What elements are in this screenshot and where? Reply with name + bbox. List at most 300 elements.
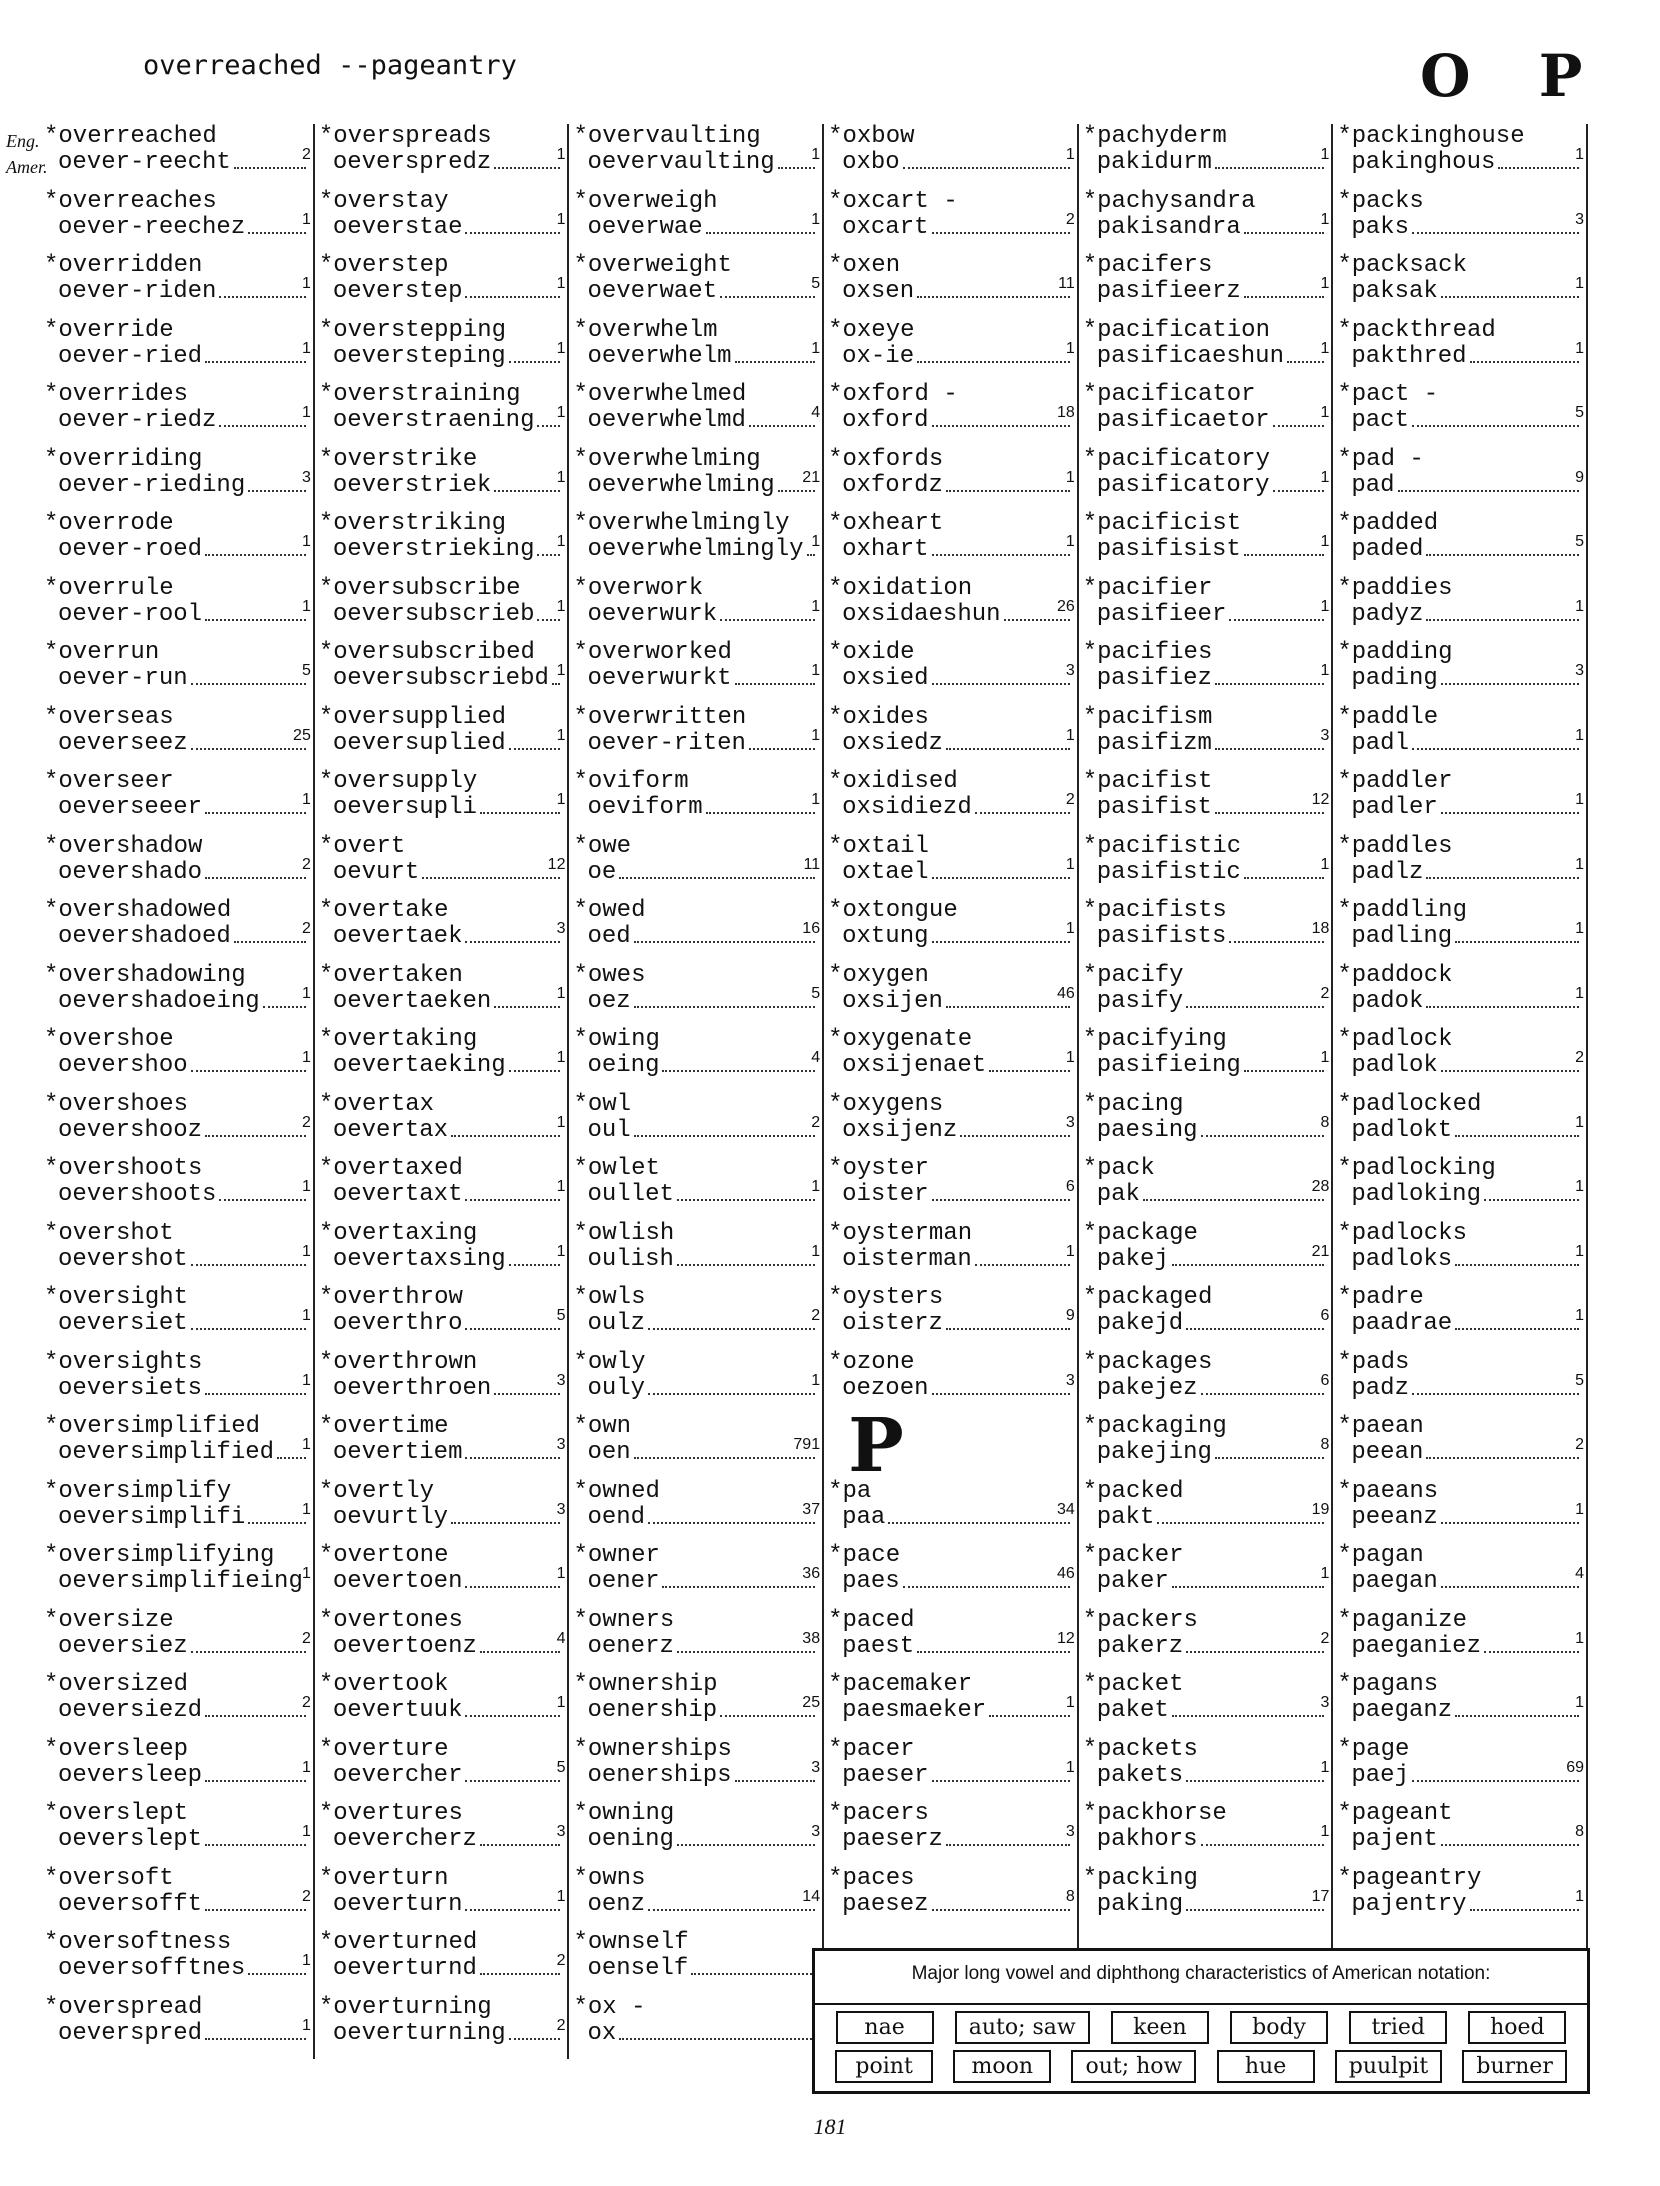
american-spelling: oevershooz [58, 1116, 203, 1144]
american-spelling: oevertaeken [332, 987, 492, 1015]
frequency-count: 34 [1056, 1500, 1075, 1518]
dictionary-entry [569, 511, 822, 576]
american-spelling: oevertuuk [332, 1697, 463, 1724]
dictionary-entry [1333, 1414, 1586, 1479]
american-spelling: oxsijenaet [842, 1052, 987, 1079]
leader-dots [932, 1182, 1070, 1201]
frequency-count: 3 [1575, 662, 1584, 679]
american-notation [573, 1118, 818, 1144]
english-word: *oxides [828, 704, 929, 731]
english-word: *oxtail [828, 833, 929, 860]
american-spelling: pajentry [1351, 1890, 1467, 1918]
dictionary-entry [1079, 963, 1332, 1028]
dictionary-entry [40, 189, 313, 254]
leader-dots [1186, 989, 1324, 1008]
american-spelling: padok [1351, 987, 1424, 1015]
american-notation [573, 150, 818, 176]
american-notation [1337, 602, 1582, 628]
leader-dots [191, 1311, 306, 1330]
american-notation [44, 1956, 309, 1982]
english-word: *pacifier [1082, 575, 1213, 602]
american-notation [828, 1569, 1073, 1595]
frequency-count: 69 [1566, 1758, 1584, 1776]
english-word: *padlocked [1337, 1091, 1482, 1118]
dictionary-entry [40, 898, 313, 963]
dictionary-entry [569, 1801, 822, 1866]
english-word: *overslept [44, 1801, 189, 1827]
dictionary-grid [40, 124, 1588, 2054]
leader-dots [1484, 1182, 1579, 1201]
dictionary-entry [569, 1866, 822, 1931]
dictionary-entry [40, 1608, 313, 1673]
frequency-count: 1 [811, 533, 821, 550]
frequency-count: 1 [556, 726, 566, 744]
dictionary-entry [569, 382, 822, 447]
american-notation [319, 1956, 564, 1982]
dictionary-entry [824, 1543, 1077, 1608]
american-notation [319, 1247, 564, 1273]
vowel-legend-title: Major long vowel and diphthong characteristics of American notation: [815, 1951, 1587, 2005]
american-spelling: oenerz [587, 1632, 674, 1660]
leader-dots [465, 1763, 560, 1782]
american-notation [828, 537, 1073, 563]
vowel-example: hue [1217, 2050, 1315, 2083]
dictionary-entry [315, 834, 568, 899]
american-notation [573, 1053, 818, 1079]
dictionary-entry [1333, 705, 1586, 770]
american-notation [44, 215, 309, 241]
section-letters: O P [1420, 42, 1607, 110]
american-notation [319, 1118, 564, 1144]
frequency-count: 1 [1575, 275, 1584, 292]
american-notation [44, 1505, 309, 1531]
american-notation [1337, 989, 1582, 1015]
dictionary-entry [1079, 834, 1332, 899]
english-word: *oxide [828, 640, 915, 666]
frequency-count: 4 [811, 404, 821, 421]
english-word: *overtax [318, 1091, 435, 1118]
frequency-count: 1 [301, 1758, 311, 1776]
american-spelling: pasificaeshun [1096, 342, 1284, 370]
english-word: *own [573, 1414, 632, 1440]
frequency-count: 1 [1320, 1758, 1330, 1776]
american-spelling: oevertaxsing [332, 1245, 506, 1273]
frequency-count: 1 [1575, 791, 1584, 808]
dictionary-entry [1079, 447, 1332, 512]
leader-dots [619, 2021, 815, 2040]
leader-dots [1244, 215, 1325, 234]
american-notation [1083, 924, 1328, 950]
english-word: *overtures [318, 1801, 463, 1827]
american-spelling: paeganz [1351, 1697, 1453, 1724]
leader-dots [248, 1956, 306, 1975]
english-word: *packer [1082, 1543, 1184, 1569]
english-word: *overstepping [318, 317, 507, 344]
leader-dots [677, 1827, 815, 1846]
american-spelling: oevervaulting [587, 149, 775, 176]
english-word: *packs [1337, 188, 1424, 215]
american-notation [1083, 1698, 1328, 1724]
frequency-count: 26 [1056, 597, 1075, 615]
dictionary-entry [40, 1092, 313, 1157]
leader-dots [677, 1634, 815, 1653]
dictionary-entry [1333, 576, 1586, 641]
english-word: *oviform [573, 769, 689, 795]
english-word: *owed [573, 898, 646, 924]
leader-dots [989, 1698, 1070, 1717]
american-spelling: pakets [1096, 1761, 1184, 1789]
english-word: *overweight [573, 253, 732, 279]
american-notation [1337, 150, 1582, 176]
frequency-count: 37 [802, 1500, 821, 1518]
dictionary-entry [569, 705, 822, 770]
eng-label: Eng. [6, 131, 40, 151]
american-notation [319, 2021, 564, 2047]
english-word: *owns [573, 1865, 646, 1892]
english-word: *package [1082, 1220, 1198, 1247]
leader-dots [975, 795, 1070, 814]
frequency-count: 2 [301, 146, 311, 163]
english-word: *packers [1082, 1607, 1198, 1634]
vowel-row-2 [815, 2044, 1587, 2083]
american-notation [573, 924, 818, 950]
american-notation [1083, 1376, 1328, 1402]
english-word: *overrode [44, 511, 174, 537]
english-word: *owlet [573, 1156, 660, 1182]
english-word: *oxheart [828, 511, 944, 537]
american-notation [573, 215, 818, 241]
dictionary-entry [1079, 1866, 1332, 1931]
frequency-count: 1 [1575, 146, 1584, 163]
dictionary-entry [569, 1221, 822, 1286]
dictionary-entry [1333, 382, 1586, 447]
american-spelling: pasifieerz [1096, 278, 1241, 305]
american-spelling: paesmaeker [842, 1697, 987, 1724]
american-spelling: oxsidiezd [842, 794, 972, 821]
english-word: *overtook [318, 1672, 449, 1698]
american-notation [44, 924, 309, 950]
vowel-example: point [835, 2050, 933, 2083]
dictionary-entry [1079, 1543, 1332, 1608]
frequency-count: 1 [1065, 1049, 1075, 1066]
frequency-count: 1 [556, 339, 566, 357]
leader-dots [422, 860, 560, 879]
frequency-count: 4 [1575, 1565, 1584, 1582]
dictionary-entry [824, 253, 1077, 318]
frequency-count: 2 [556, 2016, 566, 2034]
english-word: *ownself [573, 1930, 689, 1956]
english-word: *overriding [44, 446, 203, 473]
american-spelling: padling [1351, 923, 1453, 950]
american-notation [828, 666, 1073, 692]
american-spelling: oeverspredz [332, 149, 492, 176]
english-word: *oxfords [828, 446, 944, 473]
leader-dots [932, 924, 1070, 943]
leader-dots [634, 924, 815, 943]
dictionary-column [1333, 124, 1588, 2059]
english-word: *overtones [318, 1607, 463, 1634]
leader-dots [1215, 150, 1324, 169]
american-notation [1083, 602, 1328, 628]
american-notation [44, 731, 309, 757]
dictionary-entry [569, 898, 822, 963]
leader-dots [509, 344, 561, 363]
american-spelling: oevertaek [332, 923, 463, 950]
frequency-count: 1 [1575, 1694, 1584, 1711]
dictionary-entry [315, 963, 568, 1028]
dictionary-entry [1333, 1156, 1586, 1221]
american-notation [828, 344, 1073, 370]
american-notation [44, 279, 309, 305]
leader-dots [1441, 1505, 1579, 1524]
american-spelling: oeverseeer [58, 794, 203, 821]
dictionary-entry [1079, 1350, 1332, 1415]
frequency-count: 1 [556, 404, 566, 421]
american-spelling: pasifists [1096, 923, 1227, 950]
leader-dots [1215, 666, 1324, 685]
american-notation [1337, 1376, 1582, 1402]
leader-dots [1244, 279, 1325, 298]
frequency-count: 1 [1320, 339, 1330, 357]
dictionary-entry [315, 1995, 568, 2060]
dictionary-entry [569, 124, 822, 189]
leader-dots [191, 666, 306, 685]
frequency-count: 1 [811, 791, 821, 808]
american-spelling: oeverturn [332, 1890, 463, 1918]
american-notation [573, 279, 818, 305]
leader-dots [480, 1827, 561, 1846]
leader-dots [1470, 1892, 1579, 1911]
american-notation [828, 1892, 1073, 1918]
frequency-count: 5 [1575, 533, 1584, 550]
vowel-row-1 [815, 2005, 1587, 2044]
american-spelling: paesez [842, 1890, 929, 1918]
dictionary-entry [824, 1092, 1077, 1157]
dictionary-entry [824, 1156, 1077, 1221]
english-word: *oxcart - [828, 188, 958, 215]
dictionary-entry [315, 124, 568, 189]
dictionary-entry [40, 1350, 313, 1415]
frequency-count: 1 [301, 339, 311, 357]
leader-dots [1484, 1634, 1579, 1653]
frequency-count: 6 [1065, 1178, 1075, 1195]
english-word: *pace [828, 1543, 901, 1569]
leader-dots [1426, 860, 1579, 879]
american-spelling: oisterman [842, 1245, 972, 1273]
american-notation [44, 344, 309, 370]
vowel-example: keen [1111, 2011, 1209, 2044]
frequency-count: 11 [1058, 275, 1075, 292]
american-spelling: oisterz [842, 1310, 943, 1337]
american-spelling: oeversubscriebd [332, 665, 549, 692]
american-notation [319, 795, 564, 821]
frequency-count: 19 [1311, 1500, 1330, 1518]
american-spelling: padler [1351, 794, 1438, 821]
leader-dots [1201, 1118, 1325, 1137]
american-spelling: oeverseez [58, 729, 188, 757]
leader-dots [451, 1118, 560, 1137]
english-word: *paean [1337, 1414, 1424, 1440]
dictionary-entry [315, 1221, 568, 1286]
leader-dots [1172, 1698, 1325, 1717]
dictionary-entry [824, 1672, 1077, 1737]
american-notation [828, 731, 1073, 757]
american-notation [828, 924, 1073, 950]
english-word: *overstay [318, 188, 449, 215]
american-notation [573, 1376, 818, 1402]
leader-dots [480, 1956, 561, 1975]
american-notation [1337, 666, 1582, 692]
american-spelling: oeverslept [58, 1826, 203, 1853]
english-word: *pacificist [1082, 511, 1242, 537]
dictionary-entry [1333, 769, 1586, 834]
leader-dots [903, 1569, 1070, 1588]
dictionary-entry [569, 769, 822, 834]
dictionary-entry [1079, 1672, 1332, 1737]
american-spelling: oener [587, 1568, 660, 1595]
american-spelling: padlz [1351, 858, 1424, 886]
dictionary-entry [1079, 1092, 1332, 1157]
american-spelling: paa [842, 1503, 886, 1531]
frequency-count: 1 [1320, 597, 1330, 615]
leader-dots [932, 860, 1070, 879]
american-notation [1337, 1763, 1582, 1789]
american-spelling: paej [1351, 1761, 1409, 1789]
american-spelling: oevershadoeing [58, 987, 260, 1015]
frequency-count: 1 [1320, 1049, 1330, 1066]
american-spelling: oeversofftnes [58, 1955, 246, 1982]
frequency-count: 12 [1056, 1629, 1075, 1647]
american-spelling: oe [587, 858, 617, 886]
american-notation [828, 1634, 1073, 1660]
american-spelling: oxfordz [842, 471, 943, 499]
english-word: *overtone [318, 1543, 449, 1569]
dictionary-entry [824, 189, 1077, 254]
american-notation [1337, 537, 1582, 563]
leader-dots [1455, 1118, 1579, 1137]
dictionary-entry [1333, 1866, 1586, 1931]
english-word: *oxidation [828, 575, 973, 602]
dictionary-column [569, 124, 824, 2059]
dictionary-entry [315, 640, 568, 705]
frequency-count: 17 [1311, 1887, 1330, 1905]
american-notation [319, 1698, 564, 1724]
english-word: *overshadowing [44, 962, 246, 989]
dictionary-entry [315, 1930, 568, 1995]
american-notation [319, 473, 564, 499]
american-notation [44, 1698, 309, 1724]
american-spelling: oever-roed [58, 536, 203, 563]
frequency-count: 1 [556, 984, 566, 1002]
american-spelling: pakhors [1096, 1826, 1198, 1853]
dictionary-entry [1079, 576, 1332, 641]
american-notation [319, 666, 564, 692]
frequency-count: 3 [1065, 662, 1075, 679]
english-word: *overridden [44, 253, 203, 279]
leader-dots [509, 1053, 561, 1072]
english-word: *paganize [1337, 1607, 1467, 1634]
american-notation [828, 215, 1073, 241]
english-word: *overshoots [44, 1156, 203, 1182]
dictionary-entry [1079, 189, 1332, 254]
leader-dots [932, 1763, 1070, 1782]
dictionary-entry [569, 1608, 822, 1673]
leader-dots [465, 279, 560, 298]
american-notation [1083, 795, 1328, 821]
frequency-count: 1 [1065, 1242, 1075, 1260]
frequency-count: 2 [811, 1113, 821, 1131]
dictionary-entry [569, 1350, 822, 1415]
frequency-count: 1 [301, 984, 311, 1002]
american-spelling: oevertax [332, 1116, 449, 1144]
dictionary-entry [315, 1608, 568, 1673]
dictionary-entry [824, 124, 1077, 189]
english-word: *page [1337, 1736, 1410, 1763]
leader-dots [975, 1247, 1070, 1266]
dictionary-entry [569, 1092, 822, 1157]
dictionary-entry [315, 253, 568, 318]
english-word: *overstep [318, 253, 449, 279]
dictionary-entry [824, 1027, 1077, 1092]
leader-dots [1455, 1311, 1579, 1330]
dictionary-entry [824, 1221, 1077, 1286]
leader-dots [648, 1892, 815, 1911]
american-spelling: oeverstae [332, 213, 463, 241]
english-word: *overshot [44, 1220, 174, 1247]
american-spelling: pading [1351, 665, 1438, 692]
leader-dots [648, 1376, 815, 1395]
american-notation [319, 602, 564, 628]
dictionary-entry [1333, 898, 1586, 963]
american-spelling: padloking [1351, 1181, 1481, 1208]
leader-dots [465, 215, 560, 234]
american-notation [1337, 1247, 1582, 1273]
american-spelling: oxsijen [842, 987, 943, 1015]
dictionary-entry [1079, 640, 1332, 705]
english-word: *oxtongue [828, 898, 958, 924]
english-word: *oversize [44, 1607, 174, 1634]
american-notation [1337, 473, 1582, 499]
dictionary-entry [40, 1285, 313, 1350]
leader-dots [1215, 731, 1324, 750]
leader-dots [1498, 150, 1579, 169]
leader-dots [205, 602, 306, 621]
dictionary-entry [1079, 898, 1332, 963]
frequency-count: 1 [1320, 404, 1330, 421]
american-notation [1083, 537, 1328, 563]
american-notation [1337, 924, 1582, 950]
american-spelling: oeverturning [332, 2019, 506, 2047]
american-spelling: padz [1351, 1374, 1409, 1402]
leader-dots [494, 473, 560, 492]
american-spelling: pasificatory [1096, 471, 1270, 499]
american-spelling: oever-rieding [58, 471, 246, 499]
american-spelling: paadrae [1351, 1310, 1453, 1337]
leader-dots [720, 1698, 815, 1717]
frequency-count: 8 [1575, 1823, 1584, 1840]
english-word: *overspreads [318, 124, 492, 150]
frequency-count: 5 [556, 1307, 566, 1324]
frequency-count: 1 [301, 1178, 311, 1195]
frequency-count: 1 [301, 1436, 311, 1453]
american-spelling: pasifisist [1096, 536, 1241, 563]
american-spelling: oeverwhelm [587, 342, 732, 370]
american-notation [1083, 1440, 1328, 1466]
dictionary-entry [1079, 318, 1332, 383]
dictionary-column [40, 124, 315, 2059]
leader-dots [248, 473, 306, 492]
leader-dots [248, 215, 306, 234]
